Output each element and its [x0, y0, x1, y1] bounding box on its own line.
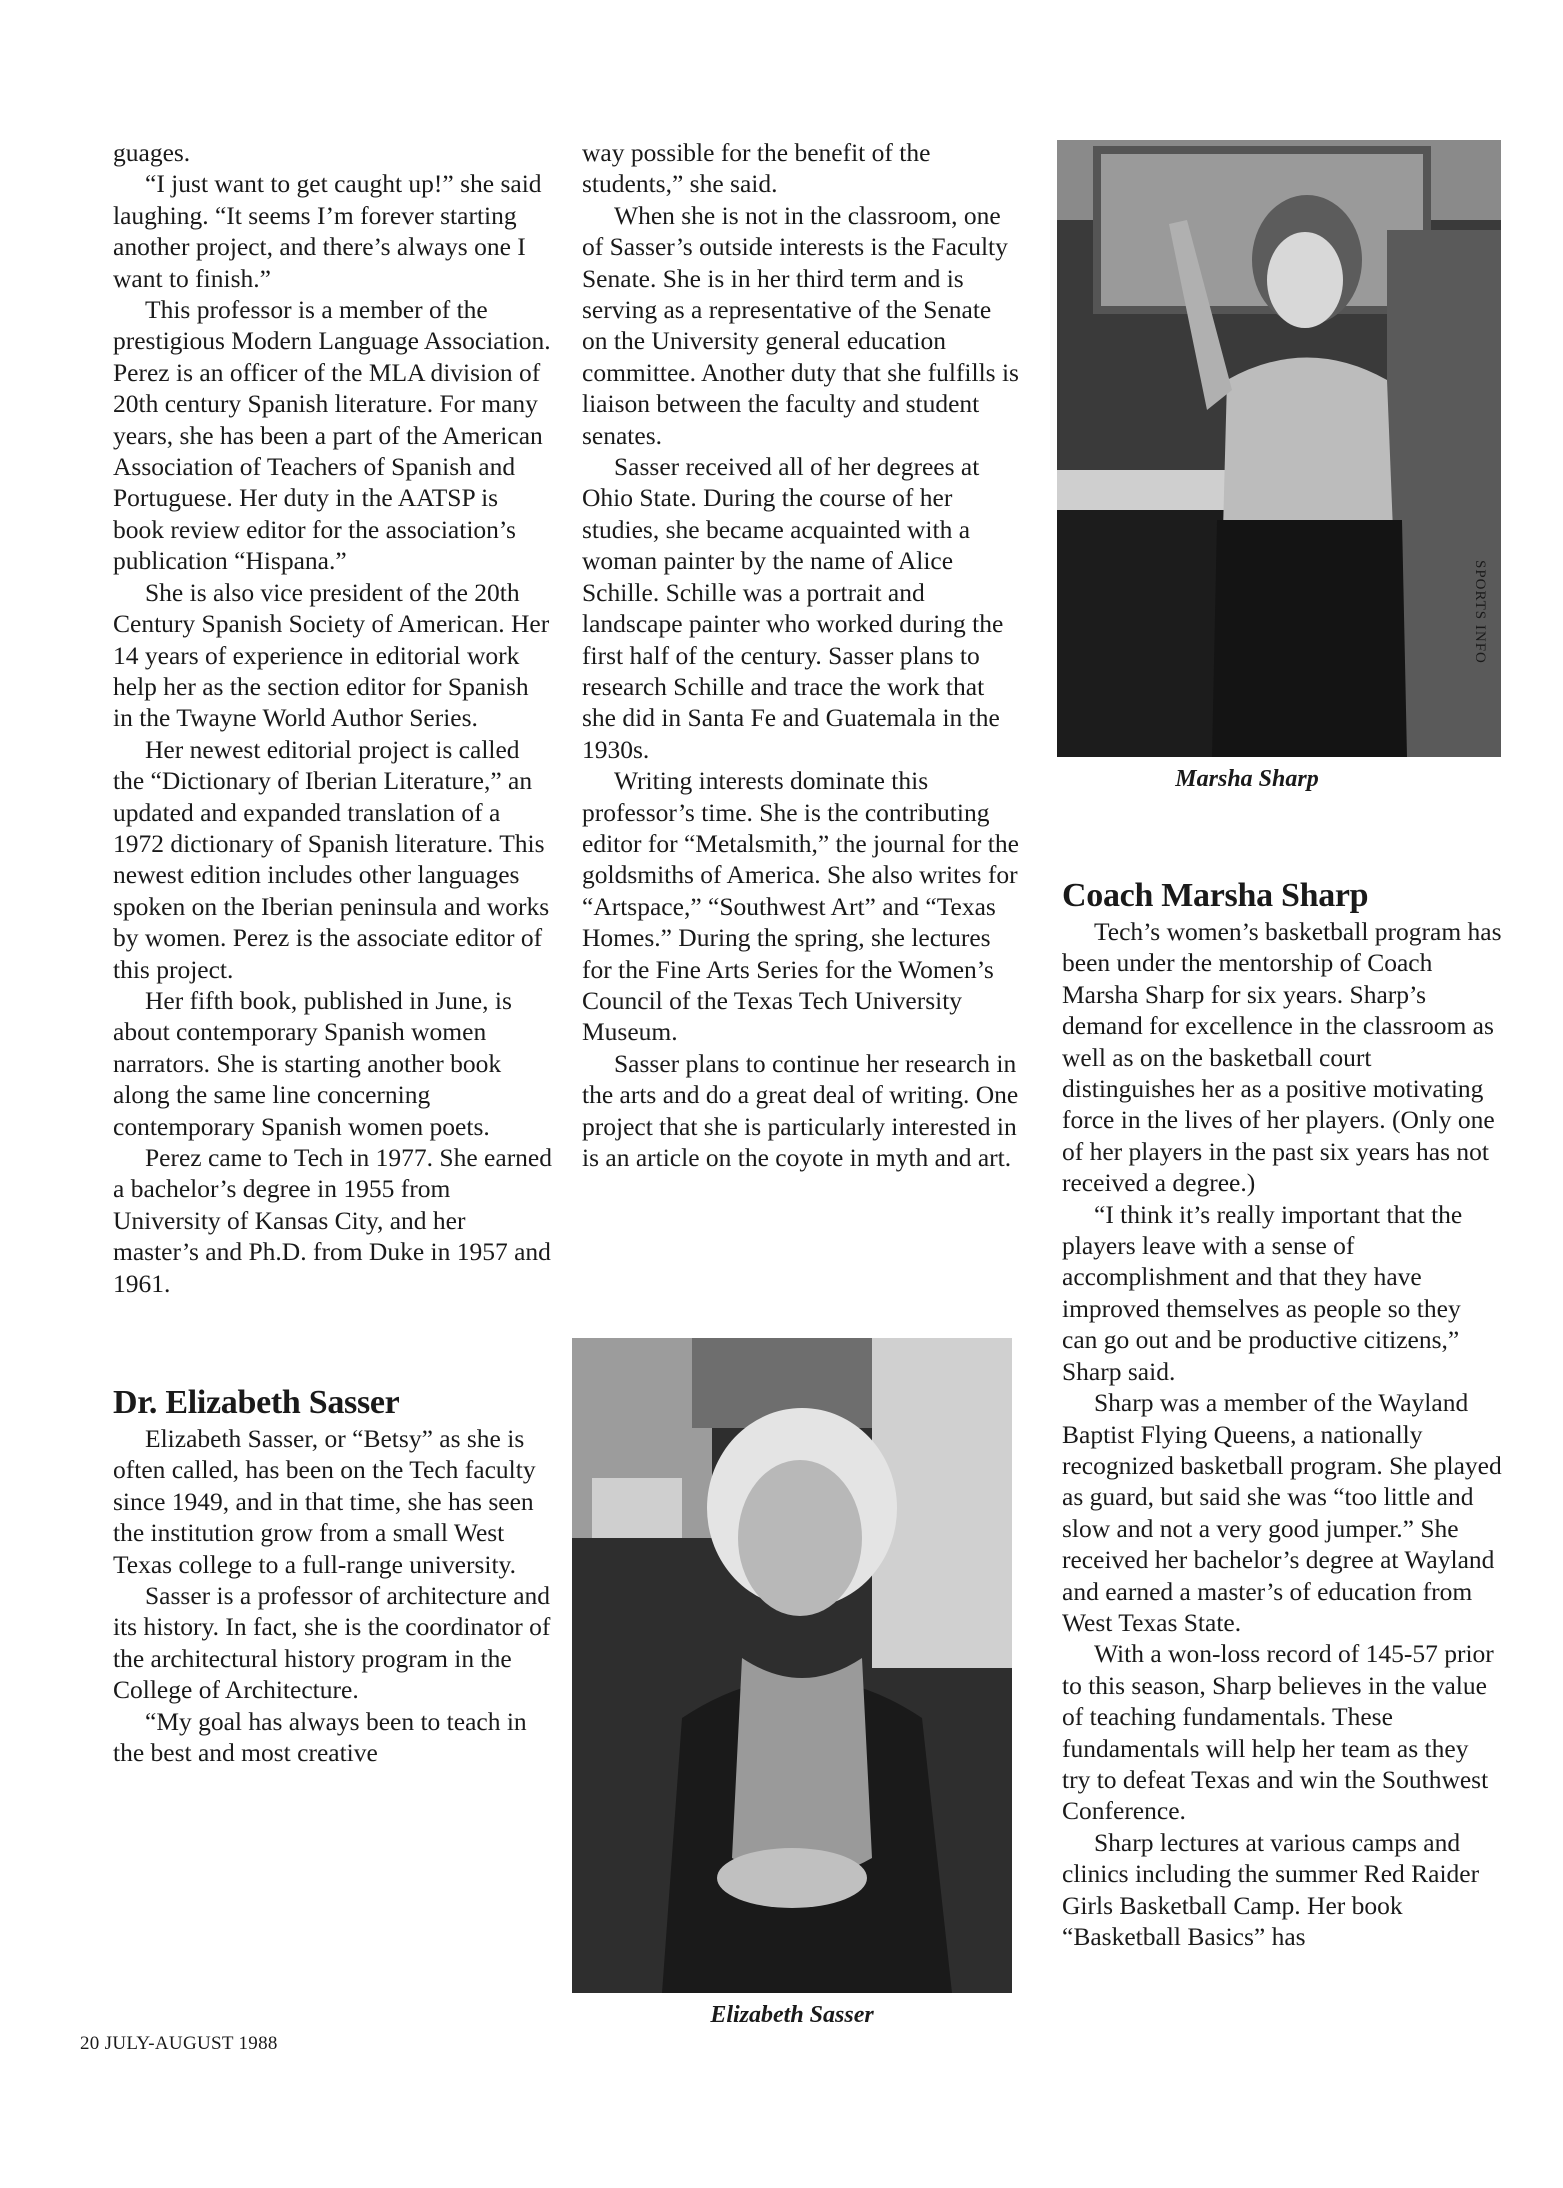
paragraph: “I think it’s really important that the players leave with a sense of accomplishment and that they have improved themselves as people so they can go out and be productive citizens,” Sharp said.: [1062, 1199, 1463, 1386]
paragraph: When she is not in the classroom, one of Sasser’s outside interests is the Faculty Senate. She is in her third term and is serving as a representative of the Senate on the University general education committee. Another duty that she fulfills is liaison between the faculty and student senates.: [582, 200, 1019, 450]
paragraph: Sasser plans to continue her research in the arts and do a great deal of writing. One project that she is particularly interested in is an article on the coyote in myth and art.: [582, 1048, 1019, 1172]
elizabeth-sasser-photo-image: [572, 1338, 1012, 1993]
paragraph: Sharp was a member of the Wayland Baptist Flying Queens, a nationally recognized basketball program. She played as guard, but said she was “too little and slow and not a very good jumper.” She received her bachelor’s degree at Wayland and earned a master’s of education from West Texas State.: [1062, 1388, 1502, 1637]
paragraph: Writing interests dominate this professor’s time. She is the contributing editor for “Metalsmith,” the journal for the goldsmiths of America. She also writes for “Artspace,” “Southwest Art” and “Texas Homes.” During the spring, she lectures for the Fine Arts Series for the Women’s Council of the Texas Tech University Museum.: [582, 766, 1019, 1047]
paragraph: She is also vice president of the 20th Century Spanish Society of American. Her 14 years of experience in editorial work help her as the section editor for Spanish in the Twayne World Author Series.: [113, 577, 550, 733]
photo-credit: SPORTS INFO: [1472, 560, 1488, 664]
sasser-heading: Dr. Elizabeth Sasser: [113, 1384, 400, 1422]
column-2: [582, 137, 1022, 1173]
column-3: [1062, 876, 1502, 1952]
paragraph: This professor is a member of the prestigious Modern Language Association. Perez is an officer of the MLA division of 20th century Spanish literature. For many years, she has been a part of the American Association of Teachers of Spanish and Portuguese. Her duty in the AATSP is book review editor for the association’s publication “Hispana.”: [113, 295, 551, 576]
paragraph: Perez came to Tech in 1977. She earned a bachelor’s degree in 1955 from University of Kansas City, and her master’s and Ph.D. from Duke in 1957 and 1961.: [113, 1143, 553, 1298]
elizabeth-sasser-caption: Elizabeth Sasser: [710, 2002, 874, 2028]
paragraph: Her newest editorial project is called the “Dictionary of Iberian Literature,” an updated and expanded translation of a 1972 dictionary of Spanish literature. This newest edition includes other languages spoken on the Iberian peninsula and works by women. Perez is the associate editor of this project.: [113, 734, 550, 984]
paragraph: “My goal has always been to teach in the best and most creative: [113, 1706, 527, 1768]
paragraph: With a won-loss record of 145-57 prior to this season, Sharp believes in the value of teaching fundamentals. These fundamentals will help her team as they try to defeat Texas and win the Southwest Conference.: [1062, 1639, 1494, 1826]
paragraph: guages.: [113, 138, 191, 167]
marsha-sharp-caption: Marsha Sharp: [1175, 766, 1319, 792]
paragraph: Her fifth book, published in June, is about contemporary Spanish women narrators. She is starting another book along the same line concerning contemporary Spanish women poets.: [113, 985, 512, 1141]
marsha-sharp-photo: [1057, 140, 1501, 757]
paragraph: Sasser is a professor of architecture and its history. In fact, she is the coordinator of the architectural history program in the College of Architecture.: [113, 1581, 551, 1705]
paragraph: Elizabeth Sasser, or “Betsy” as she is often called, has been on the Tech faculty since 1949, and in that time, she has seen the institution grow from a small West Texas college to a full-range university.: [113, 1424, 536, 1579]
paragraph: way possible for the benefit of the students,” she said.: [582, 138, 931, 199]
paragraph: Tech’s women’s basketball program has been under the mentorship of Coach Marsha Sharp for six years. Sharp’s demand for excellence in the classroom as well as on the basketball court distinguishes her as a positive motivating force in the lives of her players. (Only one of her players in the past six years has not received a degree.): [1062, 917, 1502, 1198]
paragraph: Sharp lectures at various camps and clinics including the summer Red Raider Girls Basketball Camp. Her book “Basketball Basics” has: [1062, 1827, 1480, 1951]
column-1: [113, 137, 553, 1769]
section-spacer: [113, 1299, 553, 1383]
paragraph: Sasser received all of her degrees at Ohio State. During the course of her studies, she became acquainted with a woman painter by the name of Alice Schille. Schille was a portrait and landscape painter who worked during the first half of the century. Sasser plans to research Schille and trace the work that she did in Santa Fe and Guatemala in the 1930s.: [582, 452, 1004, 764]
marsha-sharp-photo-image: [1057, 140, 1501, 757]
paragraph: “I just want to get caught up!” she said laughing. “It seems I’m forever starting another project, and there’s always one I want to finish.”: [113, 169, 542, 293]
page-folio: 20 JULY-AUGUST 1988: [80, 2033, 278, 2054]
elizabeth-sasser-photo: [572, 1338, 1012, 1993]
sharp-heading: Coach Marsha Sharp: [1062, 877, 1369, 914]
